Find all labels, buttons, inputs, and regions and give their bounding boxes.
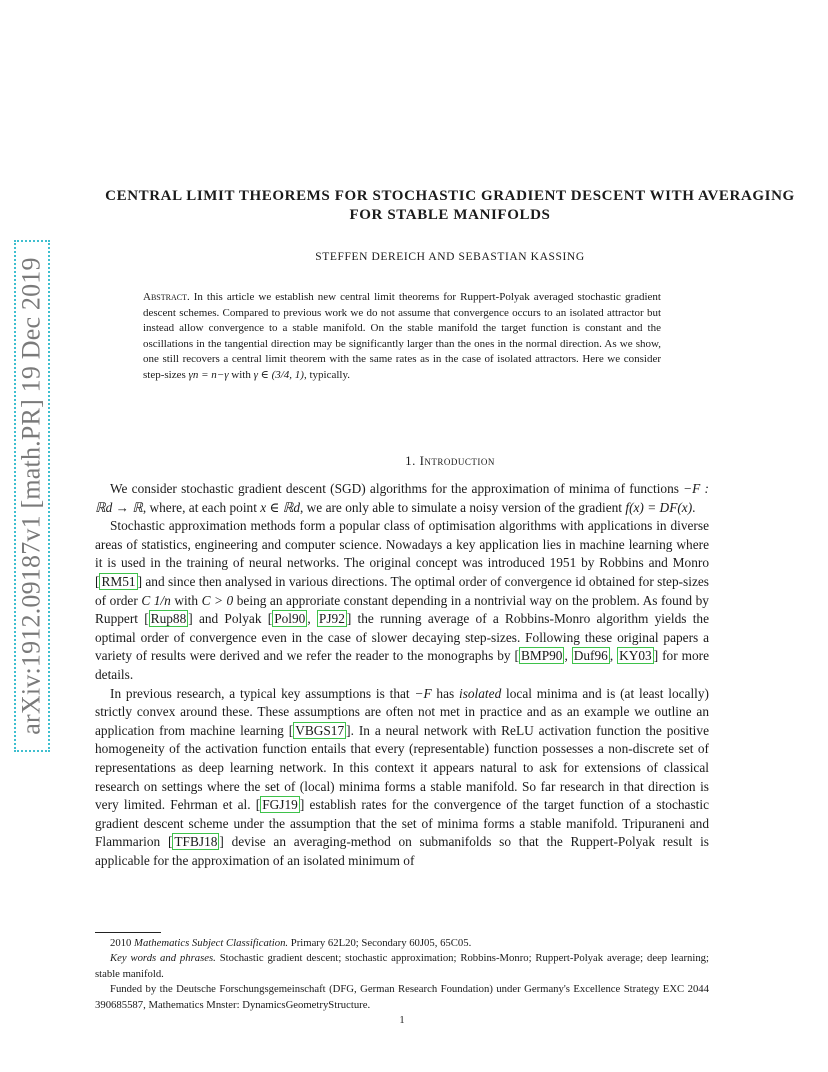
- citation-link-pol90[interactable]: Pol90: [274, 611, 306, 627]
- citation-link-fgj19[interactable]: FGJ19: [262, 797, 298, 813]
- inline-math: −F: [414, 685, 432, 701]
- footnote-label: Mathematics Subject Classification.: [134, 937, 289, 949]
- citation-link-rm51[interactable]: RM51: [101, 573, 136, 589]
- citation-link-ky03[interactable]: KY03: [619, 648, 652, 664]
- paragraph-1: [95, 480, 709, 517]
- citation-link-vbgs17[interactable]: VBGS17: [295, 722, 345, 738]
- text-run: .: [692, 499, 696, 515]
- text-run: Stochastic gradient descent; stochastic approximation; Robbins-Monro; Ruppert-Polyak average; deep learning; stable manifold.: [95, 952, 709, 980]
- text-run: and since then analysed in various directions. The optimal order of convergence id obtained for step-sizes of order: [95, 573, 709, 608]
- text-run: ,: [307, 611, 317, 627]
- citation-link-bmp90[interactable]: BMP90: [520, 648, 563, 664]
- citation-link-duf96[interactable]: Duf96: [573, 648, 608, 664]
- text-run: 2010: [110, 937, 135, 949]
- paragraph-3: In previous research, a typical key assumptions is that −F has isolated local minima and is (at least locally) strictly convex around these. These assumptions are often not met in practice and as an example we outline an application from machine learning [ VBGS17 ]. In a neural network with ReLU activation function the positive homogeneity of the activation function entails that every (representable) function possesses a non-discrete set of representations as deep learning network. In this context it appears natural to ask for extensions of classical research on settings where the set of (local) minima forms a stable manifold. So far research in that direction is very limited. Fehrman et al. [ FGJ19 ] establish rates for the convergence of the target function of a stochastic gradient descent scheme under the assumption that the set of minima forms a stable manifold. Tripuraneni and Flammarion [ TFBJ18 ] devise an averaging-method on submanifolds so that the Ruppert-Polyak result is applicable for the approximation of an isolated minimum of: [95, 685, 709, 868]
- section-number: 1.: [405, 453, 416, 468]
- abstract: [143, 290, 661, 384]
- section-title: Introduction: [419, 453, 495, 468]
- emphasis: isolated: [458, 685, 502, 701]
- body-text: [95, 480, 709, 870]
- paragraph-2: Stochastic approximation methods form a popular class of optimisation algorithms with applications in diverse areas of statistics, engineering and computer science. Nowadays a key application lies in machine learning where it is used in the training of neural networks. The original concept was introduced 1951 by Robbins and Monro [ RM51 ] and since then analysed in various directions. The optimal order of convergence id obtained for step-sizes of order C 1/n with C > 0 being an approriate constant depending in a nontrivial way on the problem. As found by Ruppert [ Rup88 ] and Polyak [ Pol90 , PJ92 ] the running average of a Robbins-Monro algorithm yields the optimal order of convergence even in the case of slower decaying step-sizes. Following these original papers a variety of results were derived and we refer the reader to the monographs by [ BMP90 , Duf96 , KY03 ] for more details.: [95, 518, 710, 682]
- text-run: local minima and is (at least locally) strictly convex around these. These assumptions are often not met in practice and as an example we outline an application from machine learning: [95, 685, 709, 738]
- text-run: Primary 62L20; Secondary 60J05, 65C05.: [288, 937, 472, 949]
- arxiv-identifier-stamp: [14, 240, 50, 752]
- text-run: , we are only able to simulate a noisy version of the gradient: [300, 499, 626, 515]
- text-run: being an approriate constant depending in a nontrivial way on the problem. As found by Ruppert: [95, 592, 709, 627]
- inline-math: −F : ℝd → ℝ: [95, 481, 709, 515]
- abstract-label: Abstract.: [143, 291, 190, 303]
- text-run: has: [431, 685, 459, 701]
- text-run: and Polyak: [192, 611, 268, 627]
- text-run: In previous research, a typical key assumptions is that: [110, 685, 415, 701]
- abstract-text: , typically.: [303, 368, 350, 381]
- abstract-text: In this article we establish new central limit theorems for Ruppert-Polyak averaged stochastic gradient descent schemes. Compared to previous work we do not assume that convergence occurs to an isolated attractor but instead allow convergence to a stable manifold. On the stable manifold the target function is constant and the oscillations in the tangential direction may be significantly larger than the ones in the normal direction. As we show, one still recovers a central limit theorem with the same rates as in the case of isolated attractors. Here we consider step-sizes: [143, 291, 661, 381]
- citation-link-tfbj18[interactable]: TFBJ18: [174, 834, 218, 850]
- abstract-text: with: [228, 368, 254, 381]
- citation-link-pj92[interactable]: PJ92: [318, 611, 345, 627]
- text-run: ,: [609, 648, 618, 664]
- inline-math: C 1/n: [141, 592, 171, 608]
- footnote-divider: [95, 932, 161, 933]
- footnote-funding: Funded by the Deutsche Forschungsgemeinschaft (DFG, German Research Foundation) under Germany's Excellence Strategy EXC 2044 390685587, Mathematics Mnster: DynamicsGeometryStructure.: [95, 983, 709, 1011]
- arxiv-identifier-text: arXiv:1912.09187v1 [math.PR] 19 Dec 2019: [17, 257, 47, 735]
- text-run: establish rates for the convergence of the target function of a stochastic gradient descent scheme under the assumption that the set of minima forms a stable manifold. Tripuraneni and Flammarion: [95, 797, 709, 850]
- inline-math: x ∈ ℝd: [260, 499, 300, 515]
- text-run: . In a neural network with ReLU activation function the positive homogeneity of the activation function entails that every (representable) function possesses a non-discrete set of representations as deep learning network. In this context it appears natural to ask for extensions of classical research on settings where the set of (local) minima forms a stable manifold. So far research in that direction is very limited. Fehrman et al.: [95, 722, 709, 813]
- footnote-msc: [95, 936, 709, 951]
- text-run: for more details.: [95, 648, 710, 682]
- page-number: 1: [399, 1015, 405, 1026]
- abstract-math-gamma-range: γ ∈ (3/4, 1): [253, 368, 304, 381]
- abstract-math-stepsize: γn = n−γ: [188, 368, 229, 381]
- text-run: Stochastic approximation methods form a popular class of optimisation algorithms with applications in diverse areas of statistics, engineering and computer science. Nowadays a key application lies in machine learning where it is used in the training of neural networks. The original concept was introduced 1951 by Robbins and Monro: [95, 518, 709, 571]
- paper-authors: STEFFEN DEREICH AND SEBASTIAN KASSING: [315, 251, 585, 263]
- citation-link-rup88[interactable]: Rup88: [150, 611, 187, 627]
- footnote-keywords: [95, 951, 709, 982]
- text-run: the running average of a Robbins-Monro algorithm yields the optimal order of convergence even in the case of slower decaying step-sizes. Following these original papers a variety of results were derived and we refer the reader to the monographs by: [95, 611, 709, 664]
- footnotes: [95, 936, 709, 1013]
- text-run: with: [170, 592, 202, 608]
- section-heading-introduction: [90, 453, 810, 469]
- text-run: We consider stochastic gradient descent (SGD) algorithms for the approximation of minima of functions: [110, 481, 684, 496]
- footnote-label: Key words and phrases.: [110, 952, 216, 965]
- paper-title: CENTRAL LIMIT THEOREMS FOR STOCHASTIC GRADIENT DESCENT WITH AVERAGING FOR STABLE MANIFOLDS: [105, 188, 795, 223]
- inline-math: f(x) = DF(x): [625, 499, 693, 515]
- text-run: , where, at each point: [142, 499, 261, 515]
- inline-math: C > 0: [201, 592, 234, 608]
- text-run: ,: [564, 648, 572, 664]
- text-run: devise an averaging-method on submanifolds so that the Ruppert-Polyak result is applicable for the approximation of an isolated minimum of: [95, 834, 709, 868]
